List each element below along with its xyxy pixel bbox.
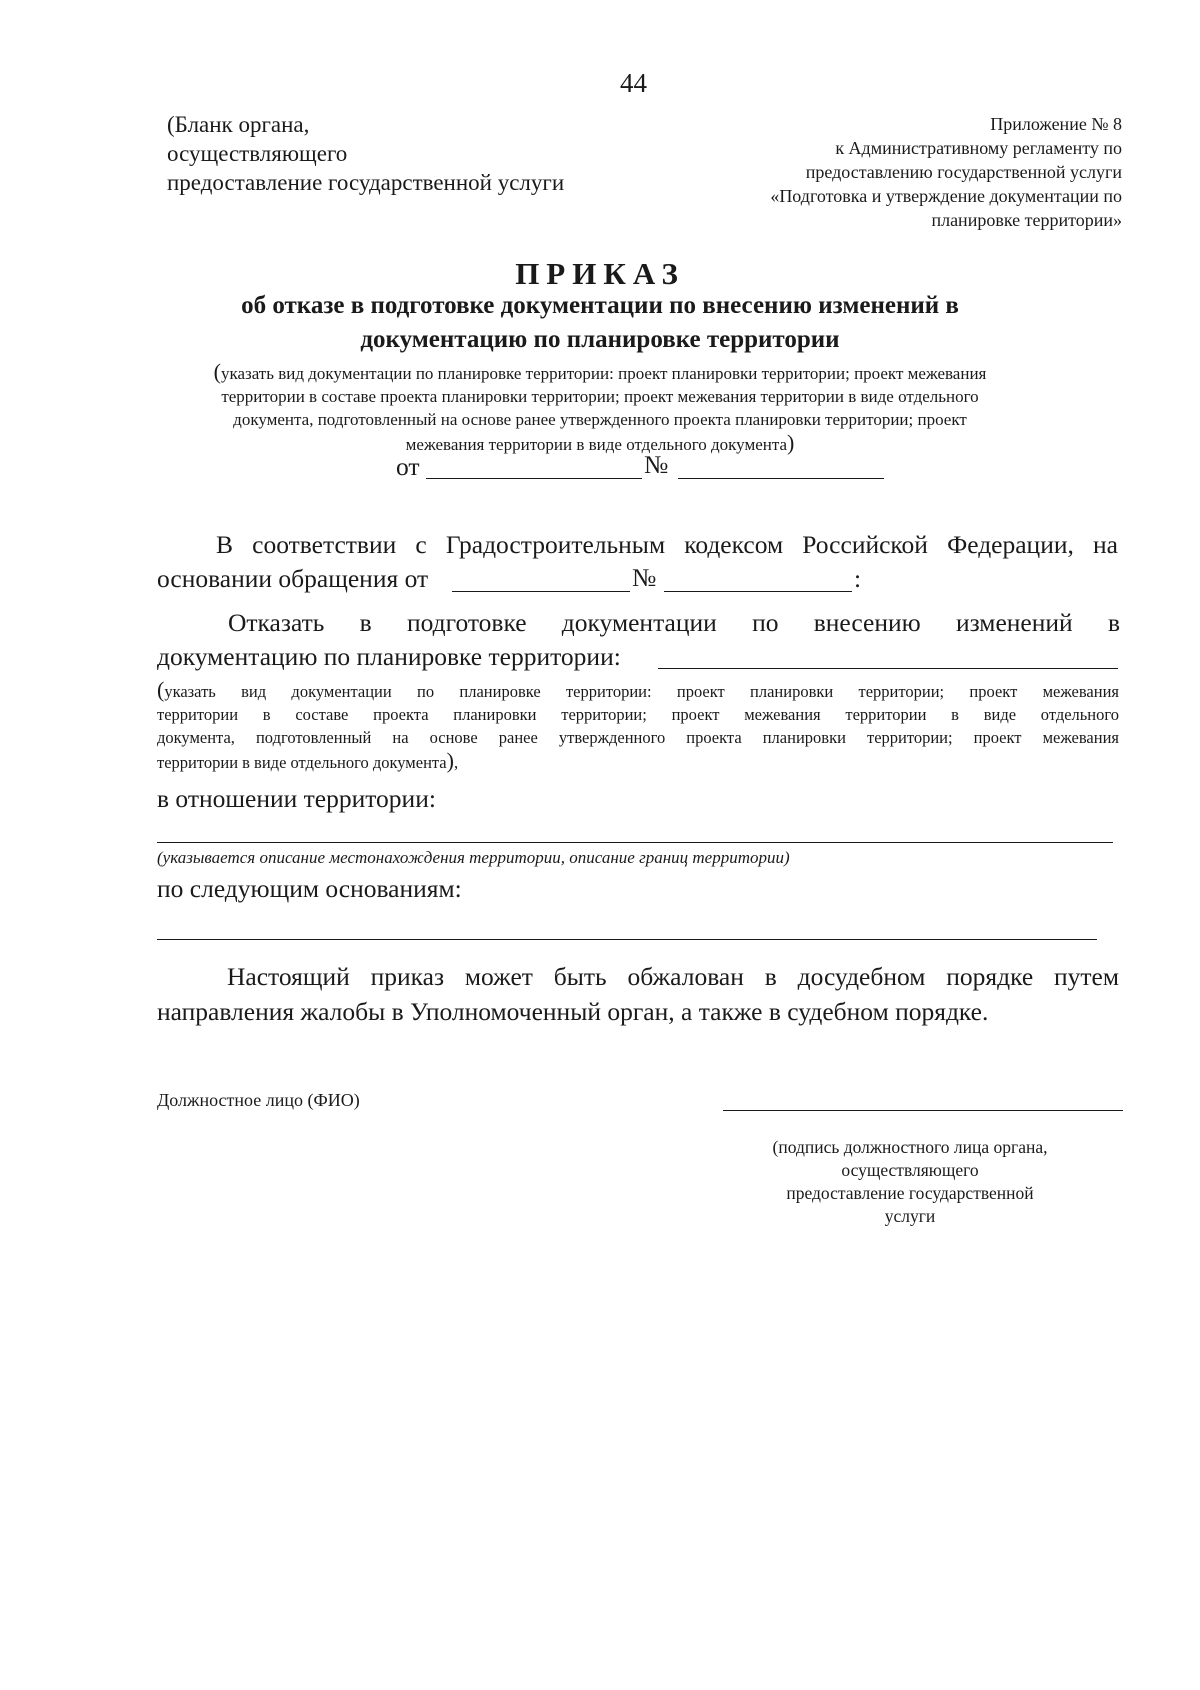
- document-title: ПРИКАЗ: [515, 256, 685, 291]
- annex-line: «Подготовка и утверждение документации по: [770, 186, 1122, 206]
- caption-line: услуги: [884, 1206, 936, 1226]
- grounds-label: по следующим основаниям:: [157, 874, 462, 903]
- territory-label: в отношении территории:: [157, 784, 436, 813]
- note-line: межевания территории в виде отдельного документа): [405, 430, 795, 455]
- caption-line: (подпись должностного лица органа,: [772, 1137, 1048, 1157]
- note-line: (указать вид документации по планировке территории: проект планировки территории; проект межевания: [213, 359, 987, 384]
- order-date-label: от: [396, 452, 420, 481]
- signature-caption: [700, 1136, 1120, 1228]
- signature-blank[interactable]: [723, 1110, 1123, 1111]
- note-line: территории в составе проекта планировки территории; проект межевания территории в виде отдельного: [221, 387, 979, 406]
- order-number-label: №: [644, 450, 669, 479]
- territory-description-blank[interactable]: [157, 842, 1113, 843]
- note-line: территории в составе проекта планировки территории; проект межевания территории в виде отдельного: [157, 705, 1119, 724]
- caption-line: осуществляющего: [841, 1160, 979, 1180]
- basis-colon: :: [854, 564, 862, 593]
- doc-type-note: [0, 360, 1200, 456]
- appeal-paragraph-line: Настоящий приказ может быть обжалован в досудебном порядке путем: [227, 962, 1119, 991]
- request-number-blank[interactable]: [664, 591, 852, 592]
- letterhead-line: (Бланк органа,: [167, 112, 310, 137]
- order-date-blank[interactable]: [426, 478, 642, 479]
- annex-line: к Административному регламенту по: [835, 138, 1122, 158]
- annex-line: Приложение № 8: [990, 114, 1122, 134]
- refusal-paragraph-line: документацию по планировке территории:: [157, 642, 621, 671]
- request-date-blank[interactable]: [452, 591, 630, 592]
- grounds-blank[interactable]: [157, 939, 1097, 940]
- basis-paragraph-line: основании обращения от: [157, 564, 429, 593]
- appeal-paragraph-line: направления жалобы в Уполномоченный орган, а также в судебном порядке.: [157, 997, 989, 1026]
- annex-header: [770, 112, 1122, 232]
- order-number-blank[interactable]: [678, 478, 884, 479]
- annex-line: предоставлению государственной услуги: [805, 162, 1122, 182]
- refusal-paragraph-line: Отказать в подготовке документации по внесению изменений в: [228, 608, 1120, 637]
- basis-paragraph-line: В соответствии с Градостроительным кодексом Российской Федерации, на: [216, 530, 1118, 559]
- note-line: (указать вид документации по планировке территории: проект планировки территории; проект межевания: [157, 677, 1119, 702]
- letterhead-line: осуществляющего: [167, 141, 348, 166]
- official-label: Должностное лицо (ФИО): [157, 1090, 360, 1110]
- doc-type-blank[interactable]: [658, 668, 1118, 669]
- caption-line: предоставление государственной: [786, 1183, 1034, 1203]
- territory-note: (указывается описание местонахождения территории, описание границ территории): [157, 848, 790, 867]
- note-line: территории в виде отдельного документа),: [157, 748, 459, 773]
- letterhead-line: предоставление государственной услуги: [167, 170, 565, 195]
- note-line: документа, подготовленный на основе ранее утвержденного проекта планировки территории; проект: [233, 410, 967, 429]
- note-line: документа, подготовленный на основе ранее утвержденного проекта планировки территории; проект межевания: [157, 728, 1119, 747]
- document-subtitle-line: документацию по планировке территории: [360, 326, 840, 353]
- document-subtitle-line: об отказе в подготовке документации по внесению изменений в: [241, 292, 959, 319]
- doc-type-note-2: [157, 678, 1119, 774]
- page-number: 44: [620, 68, 647, 98]
- request-number-label: №: [632, 563, 657, 592]
- organ-letterhead-placeholder: [167, 110, 564, 197]
- annex-line: планировке территории»: [931, 210, 1122, 230]
